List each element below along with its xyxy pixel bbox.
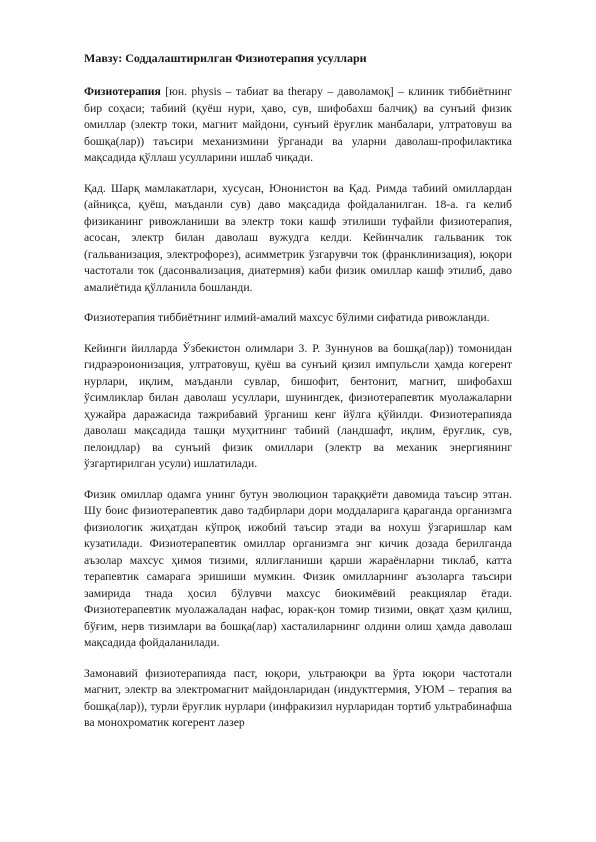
paragraph-physical-factors: Физик омиллар одамга унинг бутун эволюцион тараққиёти давомида таъсир этган. Шу боис физиотерапевтик даво тадбирлари дори моддаларига қараганда организмга физиологик жиҳатдан кўпроқ ижобий таъсир этади ва нохуш ўзгаришлар кам кузатилади. Физиотерапевтик омиллар организмга энг кичик дозада берилганда аъзолар махсус ҳимоя тизими, яллиғланиши қарши жараёнларни тиклаб, катта терапевтик самарага эришиши мумкин. Физик омилларнинг аъзоларга таъсири замирида тнада ҳосил бўлувчи махсус биокимёвий реакциялар ётади. Физиотерапевтик муолажаладан нафас, юрак-қон томир тизими, овқат ҳазм қилиш, бўғим, нерв тизимлари ва бошқа(лар) хасталиларнинг олдини олиш ҳамда даволаш мақсадида фойдаланилади. <box>84 487 512 649</box>
paragraph-development: Физиотерапия тиббиётнинг илмий-амалий махсус бўлими сифатида ривожланди. <box>84 311 490 324</box>
term-physiotherapy: Физиотерапия <box>84 85 161 98</box>
paragraph-modern-physiotherapy: Замонавий физиотерапияда паст, юқори, ультраюқри ва ўрта юқори частотали магнит, электр ва электромагнит майдонларидан (индуктгермия, УЮМ – терапия ва бошқа(лар)), турли ёруғлик нурлари (инфракизил нурларидан тортиб ультрабинафша ва монохроматик когерент лазер <box>84 666 512 729</box>
paragraph-uzbek-research: Кейинги йилларда Ўзбекистон олимлари 3. Р. Зуннунов ва бошқа(лар)) томонидан гидраэроионизация, ултратовуш, қуёш ва сунъий қизил импульсли ҳамда когерент нурлари, иқлим, маъданли сувлар, бишофит, бентонит, магнит, шифобахш ўсимликлар билан даволаш усуллари, шунингдек, физиотерапевтик муолажаларни ҳужайра даражасида тажрибавий ўрганиш кенг йўлга қўйилди. Физиотерапияда даволаш мақсадида ташқи муҳитнинг табиий (ландшафт, иқлим, ёруғлик, сув, пелоидлар) ва сунъий физик омиллари (электр ва механик энергиянинг ўзгартирилган усули) ишлатилади. <box>84 341 512 470</box>
definition-text: [юн. physis – табиат ва therapy – даволамоқ] – клиник тиббиётнинг бир соҳаси; табиий (қуёш нури, ҳаво, сув, шифобахш балчиқ) ва сунъий физик омиллар (электр токи, магнит майдони, сунъий ёруғлик манбалари, ултратовуш ва бошқа(лар)) таъсири механизмини ўрганади ва уларни даволаш-профилактика мақсадида қўллаш усулларини ишлаб чиқади. <box>84 85 512 164</box>
document-title: Мавзу: Соддалаштирилган Физиотерапия усуллари <box>84 51 367 65</box>
paragraph-definition <box>84 84 512 167</box>
paragraph-history: Қад. Шарқ мамлакатлари, хусусан, Юнонистон ва Қад. Римда табиий омиллардан (айниқса, қуёш, маъданли сув) даво мақсадида фойдаланилган. 18-а. га келиб физиканинг ривожланиши ва электр токи кашф этилиши туфайли физиотерапия, асосан, электр билан даволаш вужудга келди. Кейинчалик гальваник ток (гальванизация, электрофорез), асимметрик ўзгарувчи ток (франклинизация), юқори частотали ток (дасонвализация, диатермия) каби физик омиллар кашф этилиб, даво амалиётида қўлланила бошланди. <box>84 181 512 294</box>
